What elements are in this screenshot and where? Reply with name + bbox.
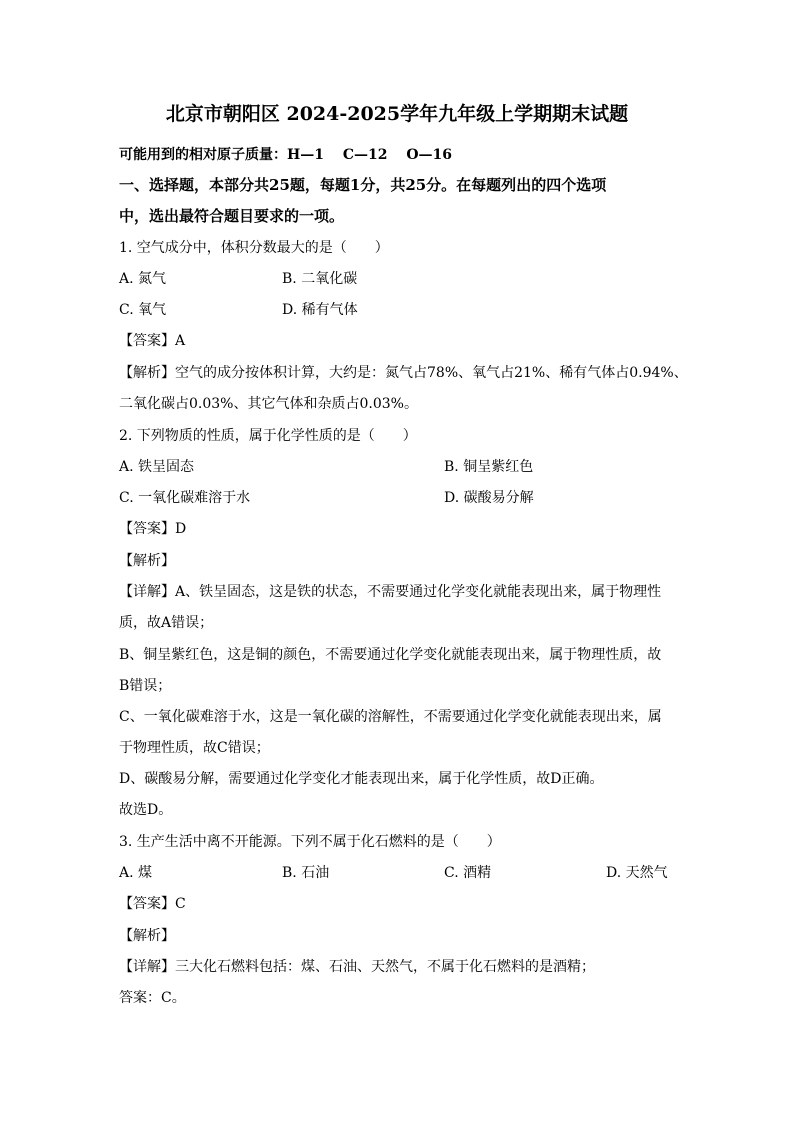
- question-1-option-a: A. 氮气: [119, 271, 167, 287]
- question-1-option-b: B. 二氧化碳: [282, 271, 358, 287]
- question-1-option-c: C. 氧气: [119, 302, 167, 318]
- question-2-option-c: C. 一氧化碳难溶于水: [119, 490, 251, 506]
- question-2-answer: 【答案】D: [119, 521, 187, 537]
- question-2-analysis-label: 【解析】: [119, 553, 175, 569]
- question-2-detail-line-8: 故选D。: [119, 802, 173, 818]
- question-3-answer: 【答案】C: [119, 896, 186, 912]
- question-1-analysis-line-2: 二氧化碳占0.03%、其它气体和杂质占0.03%。: [119, 396, 418, 412]
- question-2-detail-line-1: 【详解】A、铁呈固态，这是铁的状态，不需要通过化学变化就能表现出来，属于物理性: [119, 584, 662, 600]
- section-heading-line-2: 中，选出最符合题目要求的一项。: [119, 207, 345, 225]
- question-3-option-c: C. 酒精: [444, 865, 492, 881]
- question-2-detail-line-7: D、碳酸易分解，需要通过化学变化才能表现出来，属于化学性质，故D正确。: [119, 771, 604, 787]
- question-1-analysis-line-1: 【解析】空气的成分按体积计算，大约是：氮气占78%、氧气占21%、稀有气体占0.94%、: [119, 365, 688, 381]
- question-2-option-b: B. 铜呈紫红色: [444, 459, 534, 475]
- question-2-detail-line-2: 质，故A错误；: [119, 615, 214, 631]
- question-1-stem: 1. 空气成分中，体积分数最大的是（ ）: [119, 240, 389, 256]
- question-2-option-d: D. 碳酸易分解: [444, 490, 534, 506]
- question-2-detail-line-6: 于物理性质，故C错误；: [119, 740, 270, 756]
- question-3-option-a: A. 煤: [119, 865, 153, 881]
- section-heading-line-1: 一、选择题，本部分共25题，每题1分，共25分。在每题列出的四个选项: [119, 176, 607, 194]
- question-3-analysis-label: 【解析】: [119, 928, 175, 944]
- question-2-option-a: A. 铁呈固态: [119, 459, 195, 475]
- question-3-option-d: D. 天然气: [606, 865, 668, 881]
- question-3-detail-line-1: 【详解】三大化石燃料包括：煤、石油、天然气，不属于化石燃料的是酒精；: [119, 959, 595, 975]
- question-2-detail-line-3: B、铜呈紫红色，这是铜的颜色，不需要通过化学变化就能表现出来，属于物理性质，故: [119, 647, 662, 663]
- question-2-stem: 2. 下列物质的性质，属于化学性质的是（ ）: [119, 428, 417, 444]
- question-2-detail-line-4: B错误；: [119, 678, 172, 694]
- question-3-detail-line-2: 答案：C。: [119, 990, 186, 1006]
- page-title: 北京市朝阳区 2024-2025学年九年级上学期期末试题: [165, 103, 629, 125]
- atomic-mass-note: 可能用到的相对原子质量：H—1 C—12 O—16: [119, 147, 453, 163]
- question-1-answer: 【答案】A: [119, 333, 186, 349]
- question-3-option-b: B. 石油: [282, 865, 330, 881]
- question-1-option-d: D. 稀有气体: [282, 302, 358, 318]
- question-2-detail-line-5: C、一氧化碳难溶于水，这是一氧化碳的溶解性，不需要通过化学变化就能表现出来，属: [119, 709, 662, 725]
- question-3-stem: 3. 生产生活中离不开能源。下列不属于化石燃料的是（ ）: [119, 834, 501, 850]
